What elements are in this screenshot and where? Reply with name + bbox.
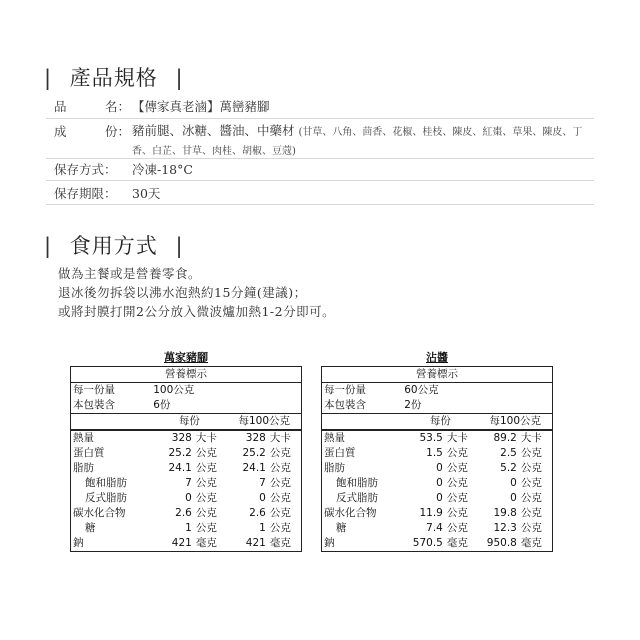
nutrient-value-per-serving: 421 [171, 537, 192, 549]
nutrient-name: 熱量 [324, 432, 345, 444]
nutrient-name: 鈉 [73, 537, 84, 549]
nutrient-unit-per-serving: 大卡 [195, 432, 217, 444]
nutrient-row [322, 536, 553, 552]
nutrient-unit-per-serving: 公克 [446, 477, 468, 489]
nutrient-value-per-100g: 19.8 [493, 507, 517, 519]
nutrient-value-per-serving: 7 [185, 477, 192, 489]
nutrient-value-per-serving: 0 [436, 462, 443, 474]
nutrient-unit-per-serving: 公克 [195, 462, 217, 474]
nutrient-value-per-serving: 0 [436, 477, 443, 489]
nutrition-header: 營養標示 [322, 367, 553, 383]
nutrient-value-per-100g: 89.2 [493, 432, 517, 444]
usage-line-3: 或將封膜打開2公分放入微波爐加熱1-2分即可。 [58, 304, 336, 319]
nutrient-unit-per-serving: 公克 [446, 462, 468, 474]
nutrient-value-per-serving: 53.5 [419, 432, 443, 444]
spec-label-ingredients-a: 成 [54, 124, 67, 139]
nutrient-name: 碳水化合物 [73, 507, 126, 519]
serving-size-value: 100公克 [153, 384, 195, 396]
nutrient-name: 熱量 [73, 432, 94, 444]
nutrient-row [71, 491, 302, 506]
nutrient-value-per-serving: 0 [185, 492, 192, 504]
nutrient-value-per-100g: 328 [245, 432, 266, 444]
spec-label-ingredients-b: 份： [104, 124, 130, 139]
nutrient-unit-per-serving: 公克 [446, 447, 468, 459]
nutrient-value-per-100g: 2.6 [249, 507, 266, 519]
nutrient-row [322, 461, 553, 476]
nutrient-name: 飽和脂肪 [85, 477, 127, 489]
nutrient-name: 反式脂肪 [85, 492, 127, 504]
nutrient-value-per-100g: 5.2 [500, 462, 517, 474]
usage-section-title [44, 230, 184, 260]
nutrition-table-pork [70, 350, 302, 552]
nutrition-grid [321, 366, 553, 552]
nutrient-row [71, 461, 302, 476]
nutrient-row [322, 446, 553, 461]
nutrition-table-sauce [321, 350, 553, 552]
nutrient-unit-per-serving: 公克 [195, 477, 217, 489]
nutrient-value-per-serving: 25.2 [168, 447, 192, 459]
usage-title-text: 食用方式 [69, 234, 158, 258]
nutrient-unit-per-100g: 公克 [269, 477, 291, 489]
nutrient-value-per-100g: 950.8 [486, 537, 517, 549]
nutrient-value-per-100g: 0 [510, 492, 517, 504]
nutrient-row [71, 506, 302, 521]
nutrient-row [71, 446, 302, 461]
nutrient-unit-per-100g: 大卡 [520, 432, 542, 444]
nutrient-unit-per-100g: 公克 [269, 522, 291, 534]
nutrient-value-per-serving: 1.5 [426, 447, 443, 459]
nutrition-grid [70, 366, 302, 552]
spec-row-ingredients [46, 120, 594, 159]
spec-label-ingredients [46, 122, 130, 141]
package-count-label: 本包裝含 [322, 398, 403, 414]
nutrient-value-per-serving: 2.6 [175, 507, 192, 519]
column-header-per-serving: 每份 [402, 414, 478, 431]
nutrient-value-per-100g: 0 [259, 492, 266, 504]
nutrient-unit-per-serving: 公克 [446, 522, 468, 534]
nutrient-unit-per-serving: 公克 [195, 447, 217, 459]
title-bar-left: | [44, 234, 53, 258]
nutrient-row [71, 536, 302, 552]
nutrient-unit-per-serving: 公克 [446, 507, 468, 519]
nutrient-row [71, 521, 302, 536]
spec-label-name [46, 97, 130, 115]
nutrient-value-per-serving: 0 [436, 492, 443, 504]
column-header-per-100g: 每100公克 [478, 414, 552, 431]
nutrient-value-per-serving: 570.5 [412, 537, 443, 549]
column-header-per-100g: 每100公克 [227, 414, 301, 431]
spec-title-text: 產品規格 [69, 66, 158, 90]
usage-instructions [58, 264, 335, 321]
nutrient-value-per-100g: 1 [259, 522, 266, 534]
nutrient-name: 鈉 [324, 537, 335, 549]
spec-label-name-b: 名： [104, 99, 130, 114]
nutrient-name: 飽和脂肪 [336, 477, 378, 489]
title-bar-right: | [175, 234, 184, 258]
serving-size-value: 60公克 [404, 384, 439, 396]
title-bar-left: | [44, 66, 53, 90]
usage-line-1: 做為主餐或是營養零食。 [58, 266, 202, 281]
nutrient-unit-per-serving: 公克 [446, 492, 468, 504]
spec-label-name-a: 品 [54, 99, 67, 114]
nutrient-unit-per-100g: 公克 [269, 492, 291, 504]
nutrient-name: 脂肪 [73, 462, 94, 474]
serving-size-label: 每一份量 [324, 384, 366, 396]
nutrient-value-per-100g: 12.3 [493, 522, 517, 534]
nutrient-value-per-100g: 25.2 [242, 447, 266, 459]
column-header-per-serving: 每份 [151, 414, 227, 431]
spec-label-shelf-life: 保存期限： [54, 186, 117, 201]
nutrient-value-per-100g: 2.5 [500, 447, 517, 459]
nutrient-row [322, 491, 553, 506]
nutrient-row [322, 430, 553, 446]
nutrient-value-per-serving: 24.1 [168, 462, 192, 474]
nutrient-value-per-100g: 421 [245, 537, 266, 549]
nutrition-table-title: 沾醬 [426, 351, 448, 364]
nutrient-unit-per-100g: 公克 [520, 462, 542, 474]
nutrient-row [322, 506, 553, 521]
nutrient-unit-per-serving: 毫克 [446, 537, 468, 549]
nutrient-unit-per-100g: 公克 [269, 447, 291, 459]
nutrient-name: 蛋白質 [73, 447, 105, 459]
spec-value-storage: 冷凍-18°C [132, 161, 193, 177]
nutrient-value-per-serving: 11.9 [419, 507, 443, 519]
ingredients-detail: (甘草、八角、茴香、花椒、桂枝、陳皮、紅棗、草果、陳皮、丁香、白芷、甘草、肉桂、胡椒、豆蔻) [132, 127, 583, 157]
nutrient-value-per-100g: 24.1 [242, 462, 266, 474]
nutrition-header: 營養標示 [71, 367, 302, 383]
package-count-value: 2份 [402, 398, 552, 414]
spec-value-name: 【傳家真老滷】萬巒豬腳 [132, 98, 270, 114]
nutrient-value-per-serving: 1 [185, 522, 192, 534]
nutrient-unit-per-serving: 公克 [195, 522, 217, 534]
spec-value-shelf-life: 30天 [132, 185, 161, 201]
nutrient-unit-per-100g: 公克 [520, 492, 542, 504]
nutrient-name: 糖 [85, 522, 96, 534]
nutrient-name: 脂肪 [324, 462, 345, 474]
nutrient-value-per-serving: 7.4 [426, 522, 443, 534]
nutrient-unit-per-serving: 大卡 [446, 432, 468, 444]
spec-row-shelf-life [46, 182, 594, 205]
nutrient-unit-per-serving: 毫克 [195, 537, 217, 549]
spec-row-name [46, 94, 594, 119]
spec-row-storage [46, 158, 594, 181]
ingredients-main: 豬前腿、冰糖、醬油、中藥材 [132, 123, 295, 138]
nutrient-row [71, 430, 302, 446]
nutrient-unit-per-100g: 公克 [520, 507, 542, 519]
nutrient-unit-per-100g: 公克 [520, 477, 542, 489]
nutrient-unit-per-100g: 大卡 [269, 432, 291, 444]
nutrient-unit-per-100g: 公克 [269, 462, 291, 474]
serving-size-label: 每一份量 [73, 384, 115, 396]
nutrient-value-per-100g: 7 [259, 477, 266, 489]
package-count-label: 本包裝含 [71, 398, 152, 414]
nutrient-unit-per-100g: 毫克 [520, 537, 542, 549]
nutrient-row [322, 521, 553, 536]
spec-label-storage: 保存方式： [54, 162, 117, 177]
nutrient-name: 反式脂肪 [336, 492, 378, 504]
usage-line-2: 退冰後勿拆袋以沸水泡熱約15分鐘(建議)； [58, 285, 307, 300]
nutrient-unit-per-100g: 公克 [520, 522, 542, 534]
nutrient-unit-per-100g: 毫克 [269, 537, 291, 549]
nutrient-value-per-100g: 0 [510, 477, 517, 489]
spec-value-ingredients [130, 122, 594, 160]
spec-section-title [44, 62, 184, 92]
nutrient-unit-per-100g: 公克 [269, 507, 291, 519]
package-count-value: 6份 [151, 398, 301, 414]
nutrient-row [71, 476, 302, 491]
title-bar-right: | [175, 66, 184, 90]
nutrient-row [322, 476, 553, 491]
nutrient-name: 碳水化合物 [324, 507, 377, 519]
nutrient-name: 糖 [336, 522, 347, 534]
nutrient-name: 蛋白質 [324, 447, 356, 459]
nutrition-table-title: 萬家豬腳 [164, 351, 208, 364]
nutrient-unit-per-serving: 公克 [195, 507, 217, 519]
nutrient-unit-per-100g: 公克 [520, 447, 542, 459]
nutrient-unit-per-serving: 公克 [195, 492, 217, 504]
nutrient-value-per-serving: 328 [171, 432, 192, 444]
